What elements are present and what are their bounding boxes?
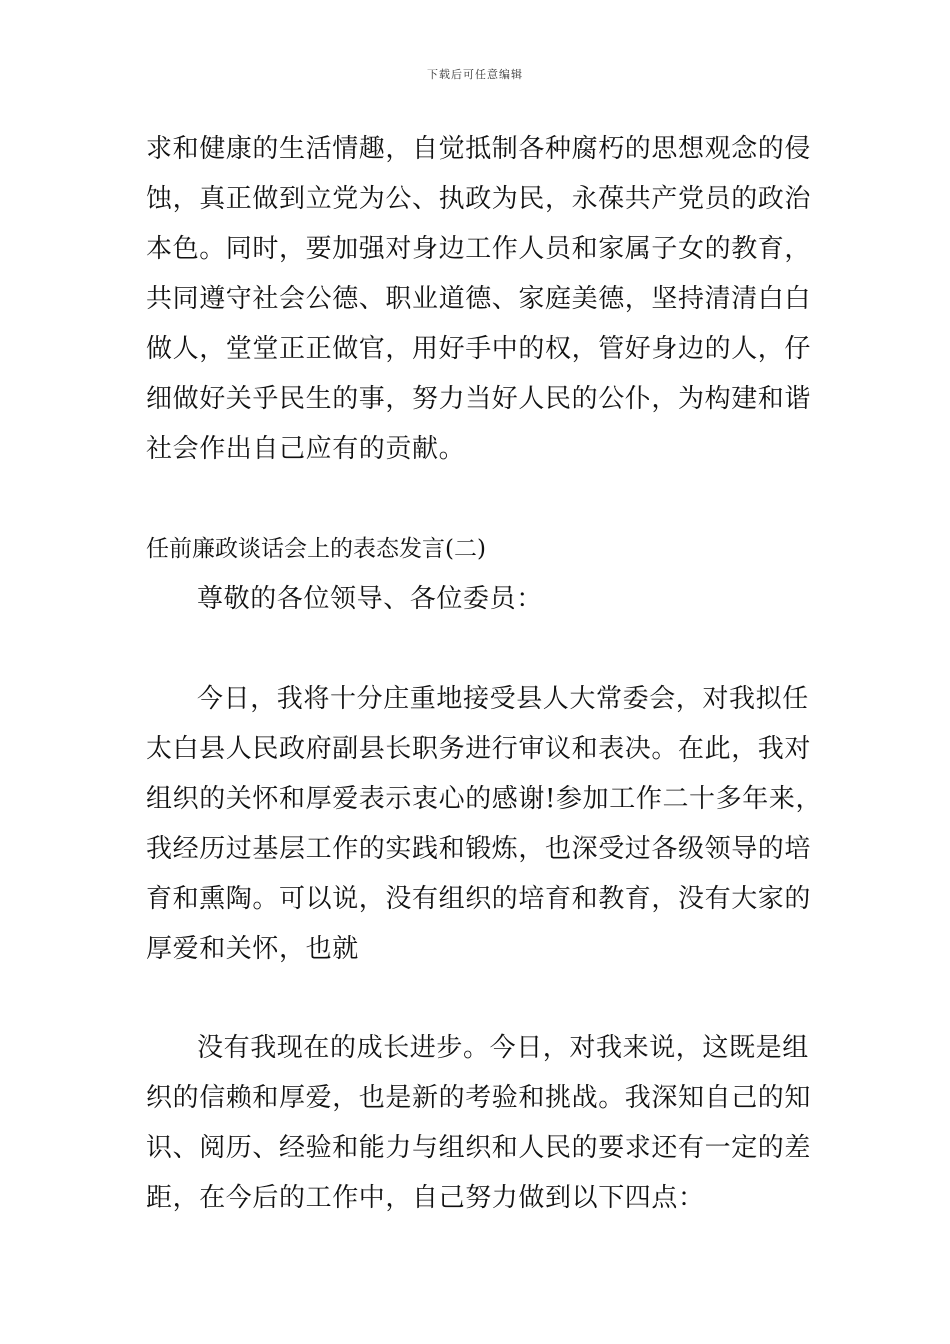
section-title: 任前廉政谈话会上的表态发言(二)	[146, 536, 486, 562]
paragraph-line: 蚀，真正做到立党为公、执政为民，永葆共产党员的政治	[146, 184, 812, 214]
paragraph-line: 社会作出自己应有的贡献。	[146, 434, 466, 464]
paragraph-line: 没有我现在的成长进步。今日，对我来说，这既是组	[197, 1033, 809, 1063]
paragraph-line: 育和熏陶。可以说，没有组织的培育和教育，没有大家的	[146, 884, 812, 914]
paragraph-line: 共同遵守社会公德、职业道德、家庭美德，坚持清清白白	[146, 284, 812, 314]
paragraph-line: 厚爱和关怀，也就	[146, 934, 359, 964]
paragraph-line: 识、阅历、经验和能力与组织和人民的要求还有一定的差	[146, 1133, 812, 1163]
salutation: 尊敬的各位领导、各位委员：	[197, 584, 543, 614]
paragraph-line: 做人，堂堂正正做官，用好手中的权，管好身边的人，仔	[146, 334, 812, 364]
paragraph-line: 细做好关乎民生的事，努力当好人民的公仆，为构建和谐	[146, 384, 812, 414]
page-header: 下载后可任意编辑	[427, 68, 523, 81]
paragraph-line: 组织的关怀和厚爱表示衷心的感谢!参加工作二十多年来，	[146, 784, 823, 814]
paragraph-line: 本色。同时，要加强对身边工作人员和家属子女的教育，	[146, 234, 812, 264]
paragraph-line: 距，在今后的工作中，自己努力做到以下四点：	[146, 1183, 705, 1213]
paragraph-line: 我经历过基层工作的实践和锻炼，也深受过各级领导的培	[146, 834, 812, 864]
paragraph-line: 太白县人民政府副县长职务进行审议和表决。在此，我对	[146, 734, 812, 764]
paragraph-line: 织的信赖和厚爱，也是新的考验和挑战。我深知自己的知	[146, 1083, 812, 1113]
paragraph-line: 求和健康的生活情趣，自觉抵制各种腐朽的思想观念的侵	[146, 134, 812, 164]
paragraph-line: 今日，我将十分庄重地接受县人大常委会，对我拟任	[197, 684, 809, 714]
